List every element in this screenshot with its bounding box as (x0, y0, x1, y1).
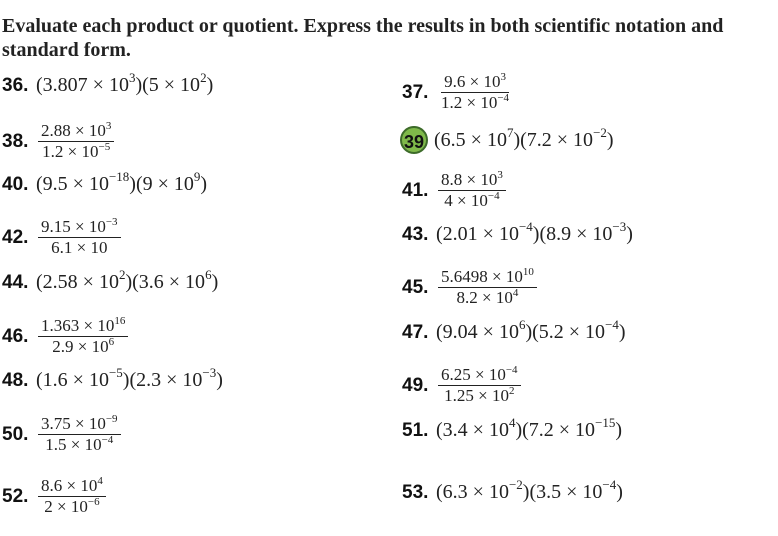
problem-46 (2, 316, 128, 357)
problem-44 (2, 267, 219, 294)
product-expression: $(3.807 \times 10^3)(5 \times 10^2)$ (36, 70, 214, 96)
quotient-expression (438, 170, 506, 211)
denominator: $1.25 \times 10^2$ (444, 385, 515, 405)
problem-number: 53. (402, 481, 429, 503)
problem-38 (2, 121, 114, 162)
problem-49 (402, 365, 521, 406)
problem-number: 42. (2, 226, 29, 248)
numerator: $9.6 \times 10^3$ (441, 72, 509, 93)
numerator: $5.6498 \times 10^{10}$ (438, 267, 537, 288)
problem-42 (2, 217, 121, 258)
denominator: $2.9 \times 10^6$ (52, 336, 115, 356)
problem-number: 44. (2, 271, 29, 293)
problem-number: 46. (2, 325, 29, 347)
denominator: $2 \times 10^{-6}$ (44, 496, 100, 516)
denominator: 6.1 × 10 (51, 238, 108, 257)
problem-number: 52. (2, 485, 29, 507)
problem-number: 47. (402, 321, 429, 343)
problem-48 (2, 365, 223, 392)
problem-50 (2, 414, 121, 455)
numerator: $3.75 \times 10^{-9}$ (38, 414, 121, 435)
problem-37 (402, 72, 512, 113)
numerator: $8.6 \times 10^4$ (38, 476, 106, 497)
product-expression: $(9.5 \times 10^{-18})(9 \times 10^9)$ (36, 169, 208, 195)
product-expression: $(6.3 \times 10^{-2})(3.5 \times 10^{-4})$ (436, 477, 623, 503)
problem-number: 36. (2, 74, 29, 96)
denominator: $1.5 \times 10^{-4}$ (45, 434, 114, 454)
problem-number: 41. (402, 179, 429, 201)
numerator: $8.8 \times 10^3$ (438, 170, 506, 191)
quotient-expression (438, 365, 521, 406)
numerator: $2.88 \times 10^3$ (38, 121, 114, 142)
problem-40 (2, 169, 208, 196)
quotient-expression (38, 476, 106, 517)
numerator: $1.363 \times 10^{16}$ (38, 316, 128, 337)
product-expression: $(6.5 \times 10^7)(7.2 \times 10^{-2})$ (434, 124, 614, 151)
problem-36 (2, 70, 214, 97)
quotient-expression (38, 414, 121, 455)
numerator: $6.25 \times 10^{-4}$ (438, 365, 521, 386)
problem-number: 51. (402, 419, 429, 441)
problem-number: 49. (402, 374, 429, 396)
quotient-expression (438, 72, 512, 113)
problem-39 (400, 126, 614, 154)
product-expression: $(1.6 \times 10^{-5})(2.3 \times 10^{-3})$ (36, 365, 223, 391)
denominator: $4 \times 10^{-4}$ (444, 190, 500, 210)
denominator: $1.2 \times 10^{-5}$ (42, 141, 111, 161)
problem-43 (402, 219, 633, 246)
problem-53 (402, 477, 623, 504)
quotient-expression (438, 267, 537, 308)
problem-41 (402, 170, 506, 211)
product-expression: $(2.01 \times 10^{-4})(8.9 \times 10^{-3})$ (436, 219, 633, 245)
product-expression: $(9.04 \times 10^6)(5.2 \times 10^{-4})$ (436, 317, 626, 343)
quotient-expression (38, 316, 128, 357)
problem-number: 45. (402, 276, 429, 298)
product-expression: $(3.4 \times 10^4)(7.2 \times 10^{-15})$ (436, 415, 623, 441)
problem-number: 37. (402, 81, 429, 103)
denominator: $8.2 \times 10^4$ (456, 287, 519, 307)
denominator: $1.2 \times 10^{-4}$ (441, 92, 510, 112)
problem-number: 43. (402, 223, 429, 245)
problem-number: 40. (2, 173, 29, 195)
problem-number: 38. (2, 130, 29, 152)
quotient-expression (38, 217, 121, 258)
problem-45 (402, 267, 537, 308)
instructions-heading: Evaluate each product or quotient. Express the results in both scientific notation and standard form. (2, 15, 724, 61)
highlighted-problem-number: 39 (400, 126, 428, 154)
problem-51 (402, 415, 623, 442)
problem-number: 48. (2, 369, 29, 391)
problem-52 (2, 476, 106, 517)
problem-number: 50. (2, 423, 29, 445)
quotient-expression (38, 121, 114, 162)
product-expression: $(2.58 \times 10^2)(3.6 \times 10^6)$ (36, 267, 219, 293)
problem-47 (402, 317, 626, 344)
numerator: $9.15 \times 10^{-3}$ (38, 217, 121, 238)
